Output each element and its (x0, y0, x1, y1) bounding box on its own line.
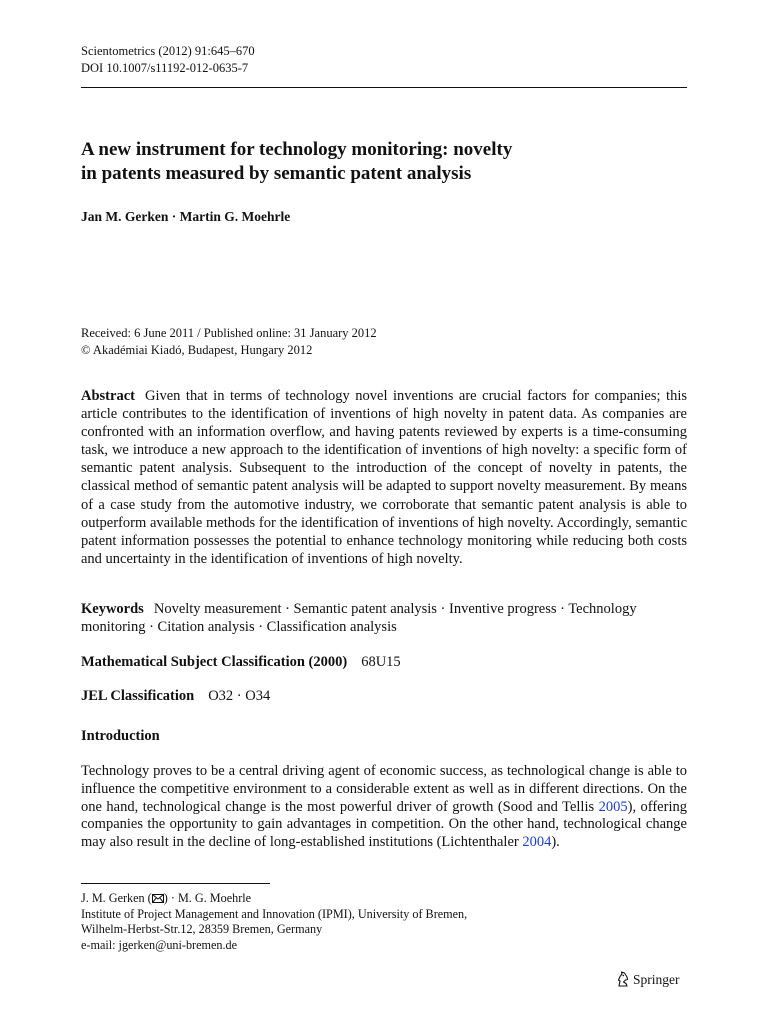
intro-text-1: Technology proves to be a central driving agent of economic success, as technological change is able to influence the competitive environment to a considerable extent as well as in different directions. On the one hand, technological change is the most powerful driver of growth (Sood and Tellis (81, 763, 687, 815)
publisher-name: Springer (633, 972, 680, 987)
publisher-logo (616, 971, 680, 989)
author-affiliation (81, 891, 467, 953)
keywords-label: Keywords (81, 601, 144, 617)
received-published-line: Received: 6 June 2011 / Published online: 31 January 2012 (81, 326, 377, 340)
msc-label: Mathematical Subject Classification (2000) (81, 654, 348, 670)
keywords (81, 600, 687, 637)
springer-knight-icon (616, 971, 630, 987)
author-list (81, 207, 290, 227)
journal-citation: Scientometrics (2012) 91:645–670 (81, 44, 255, 58)
jel-value: O32 · O34 (208, 688, 271, 704)
journal-header (81, 43, 255, 77)
jel-label: JEL Classification (81, 688, 195, 704)
citation-link-sood-tellis[interactable]: 2005 (598, 798, 628, 815)
msc-value: 68U15 (361, 654, 401, 670)
corresponding-suffix: ) · M. G. Moehrle (163, 891, 252, 905)
intro-text-2: ), offering companies the opportunity to gain advantages in competition. On the other hand, technological change may also result in the decline of long-established institutions (Lichtenthaler (81, 798, 687, 851)
article-title (81, 138, 687, 186)
publication-dates (81, 325, 377, 359)
abstract-label: Abstract (81, 388, 135, 404)
email-line: e-mail: jgerken@uni-bremen.de (81, 937, 238, 952)
keywords-text: Novelty measurement · Semantic patent analysis · Inventive progress · Technology monitoring · Citation analysis · Classification analysis (81, 601, 637, 636)
introduction-heading: Introduction (81, 728, 160, 744)
corresponding-prefix: J. M. Gerken ( (81, 891, 152, 905)
msc-classification (81, 653, 401, 671)
intro-text-3: ). (551, 834, 560, 851)
introduction-paragraph (81, 763, 687, 852)
author-2: Martin G. Moehrle (179, 209, 291, 224)
author-1: Jan M. Gerken (81, 209, 169, 224)
corresponding-authors (81, 891, 467, 907)
citation-link-lichtenthaler[interactable]: 2004 (522, 834, 552, 851)
title-line-2: in patents measured by semantic patent analysis (81, 163, 472, 184)
copyright-line: © Akadémiai Kiadó, Budapest, Hungary 2012 (81, 343, 313, 357)
title-line-1: A new instrument for technology monitoring: novelty (81, 139, 513, 160)
institute-line: Institute of Project Management and Innovation (IPMI), University of Bremen, (81, 906, 468, 921)
abstract (81, 387, 687, 568)
envelope-icon (152, 892, 164, 901)
header-rule (81, 87, 687, 88)
doi-line: DOI 10.1007/s11192-012-0635-7 (81, 61, 249, 75)
footnote-rule (81, 883, 270, 884)
author-separator: · (171, 209, 177, 224)
jel-classification (81, 687, 270, 705)
abstract-text: Given that in terms of technology novel inventions are crucial factors for companies; this article contributes to the identification of inventions of high novelty in patent data. As companies are confronted with an information overflow, and having patents reviewed by experts is a time-consuming task, we introduce a new approach to the identification of inventions of high novelty: a specific form of semantic patent analysis. Subsequent to the introduction of the concept of novelty in patents, the classical method of semantic patent analysis will be adapted to support novelty measurement. By means of a case study from the automotive industry, we corroborate that semantic patent analysis is able to outperform available methods for the identification of inventions of high novelty. Accordingly, semantic patent information possesses the potential to enhance technology monitoring while reducing both costs and uncertainty in the identification of inventions of high novelty. (81, 388, 687, 567)
address-line: Wilhelm-Herbst-Str.12, 28359 Bremen, Germany (81, 922, 323, 936)
